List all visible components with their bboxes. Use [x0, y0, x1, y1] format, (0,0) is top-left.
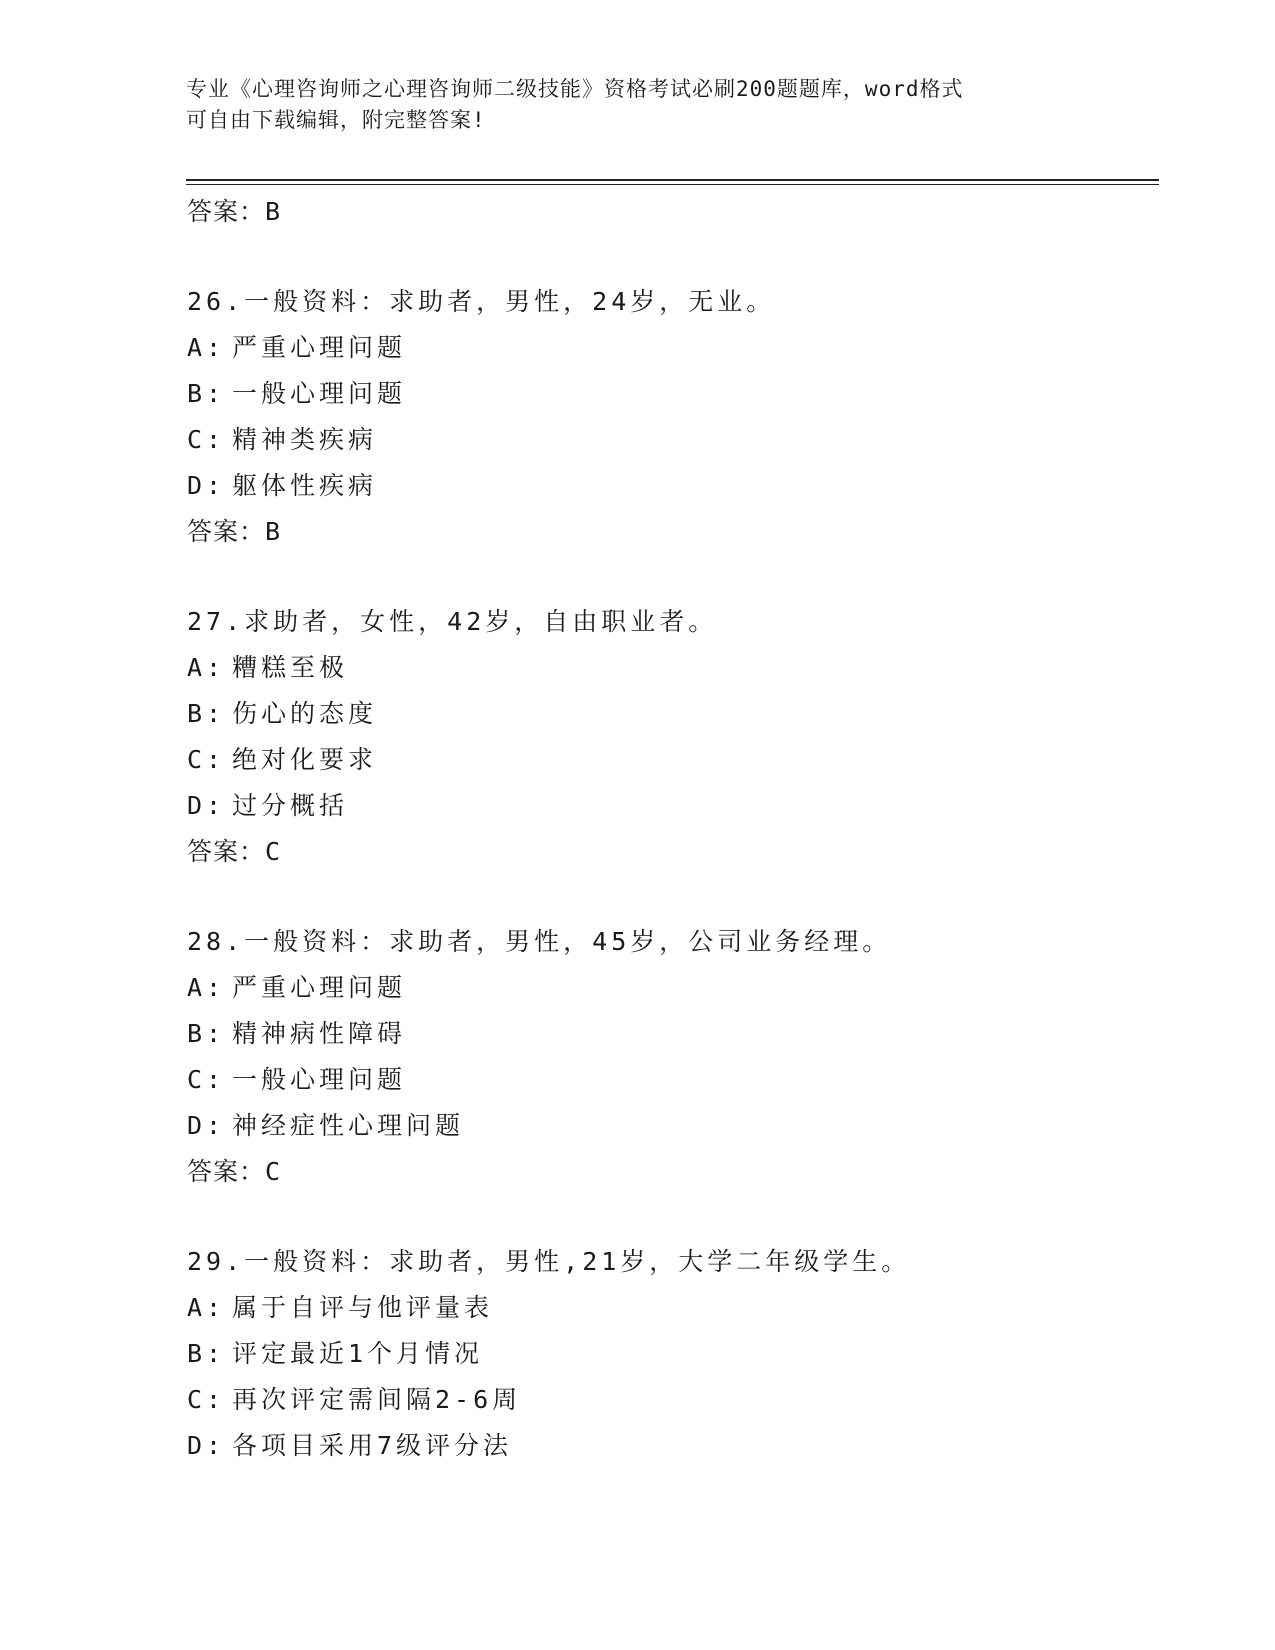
question-block	[187, 279, 1147, 555]
option-text: 属于自评与他评量表	[232, 1293, 494, 1322]
option-a	[187, 325, 1147, 371]
header-line-2: 可自由下载编辑，附完整答案!	[186, 108, 486, 132]
answer-line: 答案：B	[187, 197, 282, 226]
option-text: 伤心的态度	[232, 699, 378, 728]
option-text: 绝对化要求	[232, 745, 378, 774]
option-key: D:	[187, 471, 226, 500]
option-d	[187, 463, 1147, 509]
option-d	[187, 1103, 1147, 1149]
question-block	[187, 919, 1147, 1195]
option-text: 评定最近1个月情况	[232, 1339, 484, 1368]
option-d	[187, 1423, 1147, 1469]
option-key: B:	[187, 379, 226, 408]
option-text: 精神病性障碍	[232, 1019, 407, 1048]
option-text: 精神类疾病	[232, 425, 378, 454]
option-key: D:	[187, 791, 226, 820]
option-key: A:	[187, 973, 226, 1002]
option-d	[187, 783, 1147, 829]
question-stem: 29.一般资料：求助者，男性,21岁，大学二年级学生。	[187, 1247, 911, 1276]
option-key: B:	[187, 1019, 226, 1048]
option-text: 各项目采用7级评分法	[232, 1431, 513, 1460]
option-c	[187, 737, 1147, 783]
document-header	[186, 74, 1086, 136]
option-key: B:	[187, 699, 226, 728]
option-text: 严重心理问题	[232, 333, 407, 362]
option-key: A:	[187, 1293, 226, 1322]
answer-line: 答案：B	[187, 517, 282, 546]
question-list	[187, 189, 1147, 1469]
answer-line: 答案：C	[187, 837, 282, 866]
option-b	[187, 1331, 1147, 1377]
option-text: 一般心理问题	[232, 379, 407, 408]
option-text: 一般心理问题	[232, 1065, 407, 1094]
option-text: 过分概括	[232, 791, 349, 820]
option-text: 严重心理问题	[232, 973, 407, 1002]
option-b	[187, 1011, 1147, 1057]
question-block	[187, 1239, 1147, 1469]
option-b	[187, 691, 1147, 737]
option-a	[187, 965, 1147, 1011]
option-c	[187, 1377, 1147, 1423]
header-divider-thin	[186, 184, 1159, 185]
question-stem: 27.求助者，女性，42岁，自由职业者。	[187, 607, 718, 636]
option-key: C:	[187, 745, 226, 774]
option-text: 神经症性心理问题	[232, 1111, 465, 1140]
option-key: A:	[187, 653, 226, 682]
option-key: A:	[187, 333, 226, 362]
answer-line: 答案：C	[187, 1157, 282, 1186]
option-key: D:	[187, 1431, 226, 1460]
option-key: C:	[187, 425, 226, 454]
header-line-1: 专业《心理咨询师之心理咨询师二级技能》资格考试必刷200题题库，word格式	[186, 77, 964, 101]
question-stem: 28.一般资料：求助者，男性，45岁，公司业务经理。	[187, 927, 892, 956]
option-b	[187, 371, 1147, 417]
option-c	[187, 417, 1147, 463]
option-key: C:	[187, 1385, 226, 1414]
option-text: 躯体性疾病	[232, 471, 378, 500]
option-key: B:	[187, 1339, 226, 1368]
question-block	[187, 599, 1147, 875]
header-divider-thick	[186, 179, 1159, 181]
option-key: D:	[187, 1111, 226, 1140]
option-a	[187, 645, 1147, 691]
option-c	[187, 1057, 1147, 1103]
option-text: 再次评定需间隔2-6周	[232, 1385, 522, 1414]
option-text: 糟糕至极	[232, 653, 349, 682]
option-a	[187, 1285, 1147, 1331]
option-key: C:	[187, 1065, 226, 1094]
question-stem: 26.一般资料：求助者，男性，24岁，无业。	[187, 287, 776, 316]
